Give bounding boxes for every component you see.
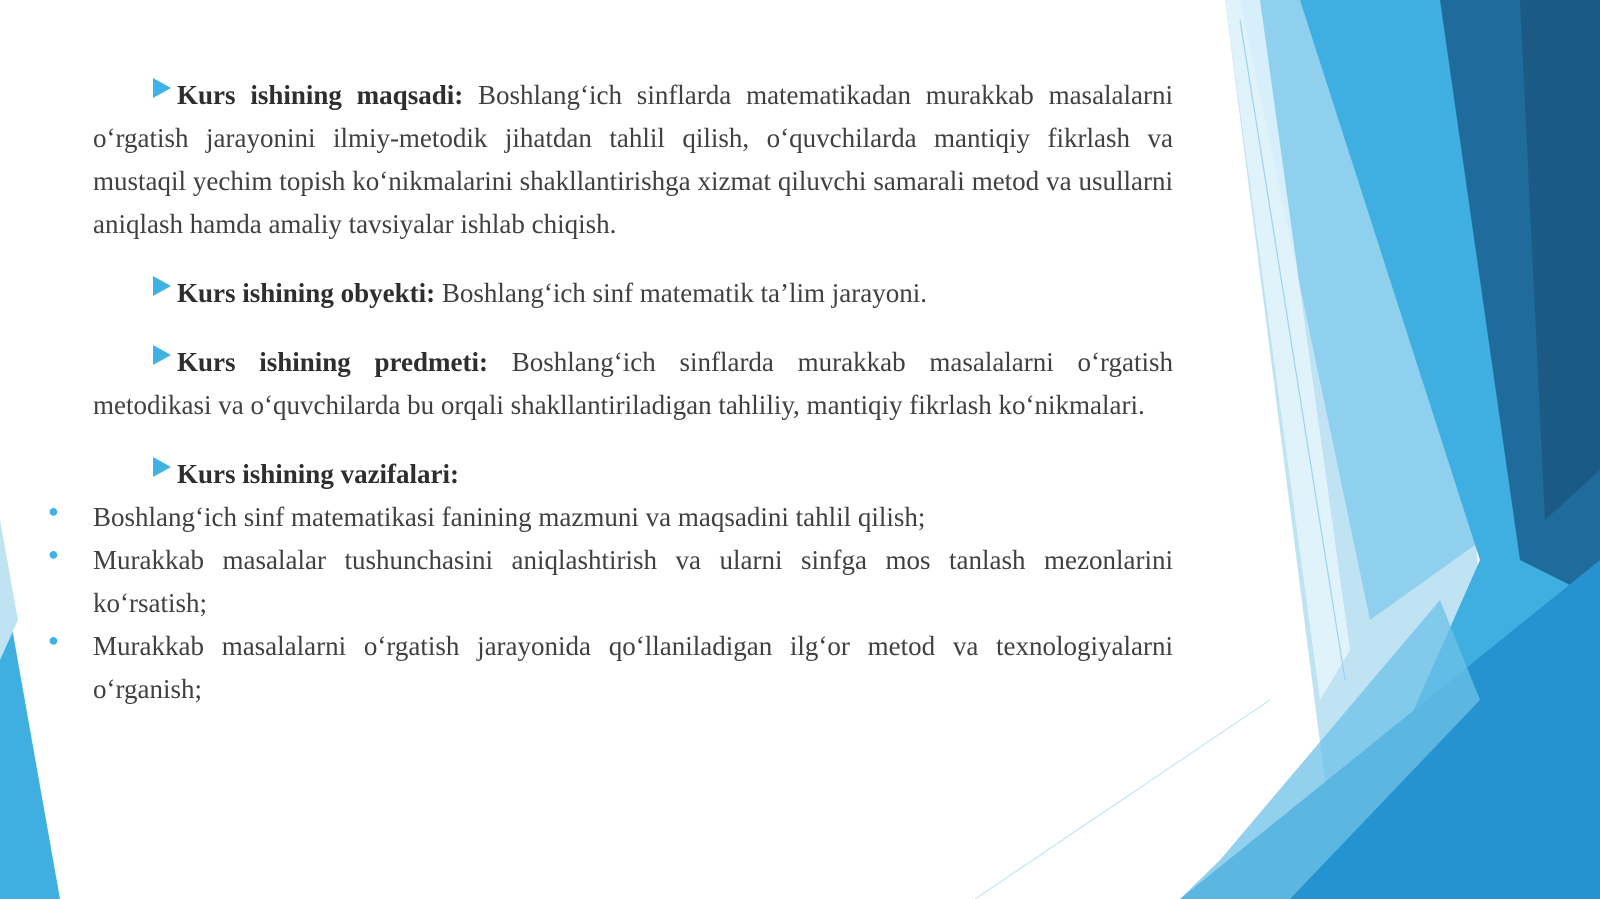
subject-label: Kurs ishining predmeti: [177, 347, 489, 377]
object-paragraph [93, 272, 1173, 315]
list-item-text: Murakkab masalalar tushunchasini aniqlashtirish va ularni sinfga mos tanlash mezonlarini ko‘rsatish; [93, 545, 1173, 618]
list-item-text: Boshlang‘ich sinf matematikasi fanining mazmuni va maqsadini tahlil qilish; [93, 502, 926, 532]
arrow-bullet-icon [153, 276, 171, 296]
arrow-bullet-icon [153, 78, 171, 98]
slide-content [48, 74, 1174, 711]
object-text: Boshlang‘ich sinf matematik ta’lim jarayoni. [435, 278, 927, 308]
subject-paragraph [93, 341, 1173, 427]
goal-paragraph [93, 74, 1173, 246]
object-label: Kurs ishining obyekti: [177, 278, 436, 308]
goal-text: Boshlang‘ich sinflarda matematikadan murakkab masalalarni o‘rgatish jarayonini ilmiy-metodik jihatdan tahlil qilish, o‘quvchilarda mantiqiy fikrlash va mustaqil yechim topish ko‘nikmalarini shakllantirishga xizmat qiluvchi samarali metod va usullarni aniqlash hamda amaliy tavsiyalar ishlab chiqish. [93, 80, 1174, 239]
tasks-label: Kurs ishining vazifalari: [177, 459, 460, 489]
list-item [48, 539, 1173, 625]
arrow-bullet-icon [153, 345, 171, 365]
bullet-dot-icon: ● [48, 630, 59, 650]
tasks-paragraph [93, 453, 1173, 496]
bullet-dot-icon: ● [48, 544, 59, 564]
arrow-bullet-icon [153, 457, 171, 477]
goal-label: Kurs ishining maqsadi: [177, 80, 464, 110]
list-item [48, 625, 1173, 711]
list-item [48, 496, 1173, 539]
left-facet-pale [0, 520, 18, 660]
subject-text: Boshlang‘ich sinflarda murakkab masalalarni o‘rgatish metodikasi va o‘quvchilarda bu orqali shakllantiriladigan tahliliy, mantiqiy fikrlash ko‘nikmalari. [93, 347, 1174, 420]
bullet-dot-icon: ● [48, 501, 59, 521]
list-item-text: Murakkab masalalarni o‘rgatish jarayonida qo‘llaniladigan ilg‘or metod va texnologiyalarni o‘rganish; [93, 631, 1173, 704]
